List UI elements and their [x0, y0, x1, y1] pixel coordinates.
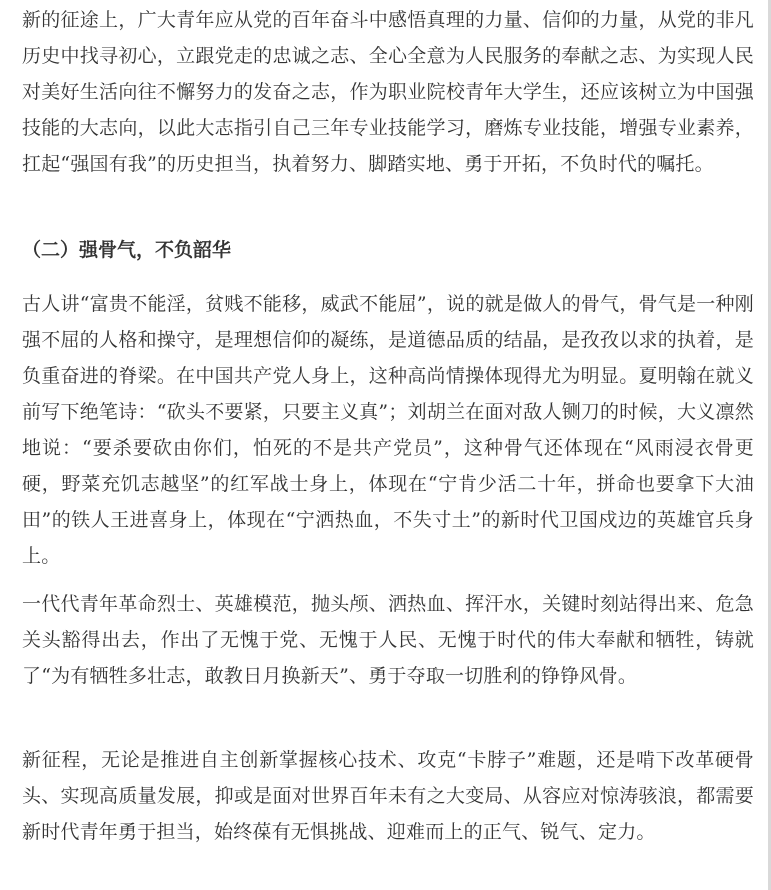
- paragraph-guren: 古人讲“富贵不能淫，贫贱不能移，威武不能屈”，说的就是做人的骨气，骨气是一种刚强不屈的人格和操守，是理想信仰的凝练，是道德品质的结晶，是孜孜以求的执着，是负重奋进的脊梁。在中国共产党人身上，这种高尚情操体现得尤为明显。夏明翰在就义前写下绝笔诗：“砍头不要紧，只要主义真”；刘胡兰在面对敌人铡刀的时候，大义凛然地说：“要杀要砍由你们，怕死的不是共产党员”，这种骨气还体现在“风雨浸衣骨更硬，野菜充饥志越坚”的红军战士身上，体现在“宁肯少活二十年，拼命也要拿下大油田”的铁人王进喜身上，体现在“宁洒热血，不失寸土”的新时代卫国戍边的英雄官兵身上。: [22, 293, 754, 567]
- section-heading: （二）强骨气，不负韶华: [22, 239, 232, 261]
- paragraph-intro: 新的征途上，广大青年应从党的百年奋斗中感悟真理的力量、信仰的力量，从党的非凡历史中找寻初心，立跟党走的忠诚之志、全心全意为人民服务的奉献之志、为实现人民对美好生活向往不懈努力的发奋之志，作为职业院校青年大学生，还应该树立为中国强技能的大志向，以此大志指引自己三年专业技能学习，磨炼专业技能，增强专业素养，扛起“强国有我”的历史担当，执着努力、脚踏实地、勇于开拓，不负时代的嘱托。: [22, 9, 754, 175]
- paragraph-xinzhengcheng: 新征程，无论是推进自主创新掌握核心技术、攻克“卡脖子”难题，还是啃下改革硬骨头、实现高质量发展，抑或是面对世界百年未有之大变局、从容应对惊涛骇浪，都需要新时代青年勇于担当，始终葆有无惧挑战、迎难而上的正气、锐气、定力。: [22, 749, 754, 843]
- paragraph-yidaidai: 一代代青年革命烈士、英雄模范，抛头颅、洒热血、挥汗水，关键时刻站得出来、危急关头豁得出去，作出了无愧于党、无愧于人民、无愧于时代的伟大奉献和牺牲，铸就了“为有牺牲多壮志，敢教日月换新天”、勇于夺取一切胜利的铮铮风骨。: [22, 593, 754, 687]
